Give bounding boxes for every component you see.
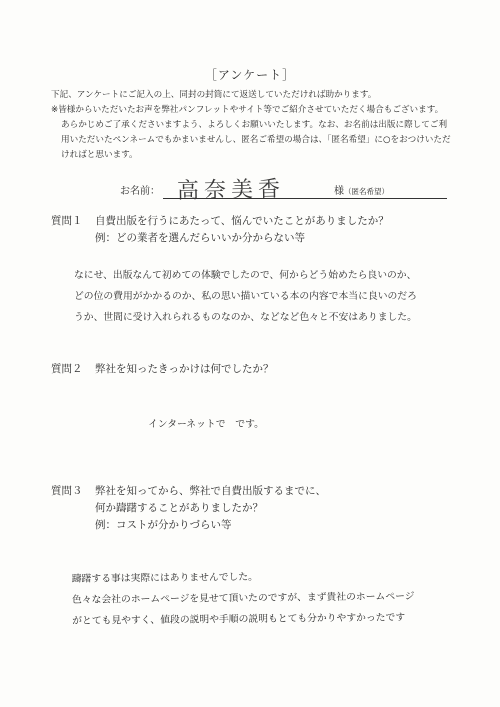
name-suffix: 様（匿名希望）	[334, 186, 389, 197]
answer-1-line-2: どの位の費用がかかるのか、私の思い描いている本の内容で本当に良いのだろ	[74, 291, 417, 302]
handwritten-name: 高奈美香	[176, 177, 286, 204]
question-3	[51, 483, 326, 534]
answer-1-line-3: うか、世間に受け入れられるものなのか、などなど色々と不安はありました。	[74, 312, 417, 323]
intro-line-4: 用いただいたペンネームでもかまいませんし、匿名ご希望の場合は、「匿名希望」に○をおつけいただ	[61, 135, 451, 145]
question-3-example: 例：コストが分かりづらい等	[95, 519, 232, 531]
question-2-text: 弊社を知ったきっかけは何でしたか？	[95, 363, 274, 375]
answer-3-line-1: 躊躇する事は実際にはありませんでした。	[71, 571, 258, 585]
answer-1-line-1: なにせ、出版なんて初めての体験でしたので、何からどう始めたら良いのか、	[74, 270, 417, 281]
answer-3-line-3: がとても見やすく、値段の説明や手順の説明もとても分かりやすかったです	[72, 612, 406, 627]
intro-line-2: ※皆様からいただいたお声を弊社パンフレットやサイト等でご紹介させていただく場合もございます。	[51, 105, 444, 115]
question-1-number: 質問１	[51, 215, 83, 227]
answer-3	[72, 565, 415, 632]
intro-line-1: 下記、アンケートにご記入の上、同封の封筒にて返送していただければ助かります。	[51, 90, 377, 100]
question-3-text: 弊社を知ってから、弊社で自費出版するまでに、	[95, 485, 326, 497]
question-3-text-2: 何か躊躇することがありましたか？	[95, 502, 263, 514]
page-title: ［アンケート］	[204, 68, 296, 82]
question-3-number: 質問３	[51, 485, 83, 497]
question-1	[51, 213, 389, 247]
name-underline	[163, 198, 447, 199]
question-1-text: 自費出版を行うにあたって、悩んでいたことがありましたか？	[95, 215, 389, 227]
anonymous-option[interactable]: （匿名希望）	[344, 187, 389, 196]
answer-2-line: インターネットで です。	[148, 419, 264, 430]
question-2-number: 質問２	[51, 363, 83, 375]
question-2	[51, 361, 274, 378]
name-label: お名前：	[120, 186, 160, 197]
answer-3-line-2: 色々な会社のホームページを見せて頂いたのですが、まず貴社のホームページ	[71, 591, 415, 606]
intro-line-3: あらかじめご了承くださいますよう、よろしくお願いいたします。なお、お名前は出版に際してご利	[61, 120, 448, 130]
answer-1	[74, 265, 417, 328]
intro-line-5: ければと思います。	[61, 150, 138, 160]
intro-text	[51, 88, 451, 163]
answer-2	[148, 414, 264, 435]
question-1-example: 例：どの業者を選んだらいいか分からない等	[95, 232, 305, 244]
